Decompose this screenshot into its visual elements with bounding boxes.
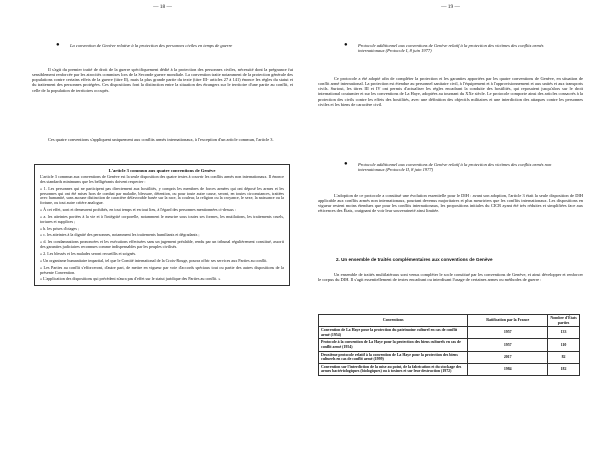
bullet-icon: ● <box>344 161 348 167</box>
table-cell-convention: Convention de La Haye pour la protection du patrimoine culturel en cas de conflit armé (1954) <box>319 327 468 339</box>
column-header-conventions: Conventions <box>319 315 468 327</box>
right-page <box>314 0 587 449</box>
article-3-paragraph: « 2. Les blessés et les malades seront recueillis et soignés. <box>40 250 137 256</box>
table-cell-convention: Deuxième protocole relatif à la convention de La Haye pour la protection des biens culturels en cas de conflit armé (1999) <box>319 351 468 363</box>
paragraph-protocol-1: Ce protocole a été adopté afin de compléter la protection et les garanties apportées par les quatre conventions de Genève, en situation de conflit armé international. La protection est étendue au personnel sanitaire civil, à l'équipement et à l'approvisionnement et aux unités et aux transports civils. Surtout, les titres III et IV ont permis d'actualiser les règles encadrant la conduite des hostilités, qui reposaient jusqu'alors sur le droit international coutumier et sur les conventions de La Haye, adoptées au tournant du XXe siècle. Le protocole comporte ainsi des articles consacrés à la protection des civils contre les effets des hostilités, avec une définition des objectifs militaires et une interdiction des attaques contre les personnes civiles et les biens de caractère civil. <box>318 76 583 107</box>
table-row <box>319 351 580 363</box>
article-3-paragraph: « d. les condamnations prononcées et les exécutions effectuées sans un jugement préalable, rendu par un tribunal régulièrement constitué, assorti des garanties judiciaires reconnues comme indispensables par les peuples civilisés. <box>40 239 284 250</box>
table-row <box>319 339 580 351</box>
table-cell-states: 182 <box>548 363 580 375</box>
article-3-paragraph: « 1. Les personnes qui ne participent pas directement aux hostilités, y compris les membres de forces armées qui ont déposé les armes et les personnes qui ont été mises hors de combat par maladie, blessure, détention, ou pour toute autre cause, seront, en toutes circonstances, traitées avec humanité, sans aucune distinction de caractère défavorable basée sur la race, la couleur, la religion ou la croyance, le sexe, la naissance ou la fortune, ou tout autre critère analogue. <box>40 185 284 206</box>
article-3-box <box>34 164 290 286</box>
section-heading: 2. Un ensemble de traités complémentaires aux conventions de Genève <box>336 257 493 262</box>
article-3-paragraph: « Les Parties au conflit s'efforceront, d'autre part, de mettre en vigueur par voie d'accords spéciaux tout ou partie des autres dispositions de la présente Convention. <box>40 264 284 275</box>
treaties-table <box>318 314 580 376</box>
article-3-paragraph: « Un organisme humanitaire impartial, tel que le Comité international de la Croix-Rouge, pourra offrir ses services aux Parties au conflit. <box>40 257 268 263</box>
table-cell-ratification: 1984 <box>468 363 548 375</box>
table-cell-states: 133 <box>548 327 580 339</box>
table-cell-states: 82 <box>548 351 580 363</box>
bullet-text: La convention de Genève relative à la protection des personnes civiles en temps de guerre <box>70 43 233 48</box>
article-3-intro: L'article 3 commun aux conventions de Genève est la seule disposition des quatre textes à couvrir les conflits armés non internationaux. Il énonce des standards minimums que les belligérants doivent respecter : <box>40 174 284 184</box>
bullet-icon: ● <box>344 42 348 48</box>
bullet-icon: ● <box>56 42 60 48</box>
page-number-right: — 19 — <box>441 4 460 10</box>
bullet-heading-civil-protection <box>56 43 281 48</box>
article-3-paragraph: « L'application des dispositions qui précèdent n'aura pas d'effet sur le statut juridique des Parties au conflit. » <box>40 276 221 282</box>
table-header-row <box>319 315 580 327</box>
paragraph-complementary-treaties: Un ensemble de traités multilatéraux sont venus compléter le socle constitué par les conventions de Genève, et ainsi développer et renforcer le corpus du DIH. Il s'agit essentiellement de textes encadrant ou interdisant l'usage de certaines armes ou méthodes de guerre : <box>318 272 583 283</box>
left-page <box>26 0 299 449</box>
bullet-heading-protocol-2 <box>344 162 569 173</box>
paragraph-protocol-2: L'adoption de ce protocole a constitué une évolution essentielle pour le DIH : avant son adoption, l'article 3 était la seule disposition de DIH applicable aux conflits armés non internationaux, pourtant devenus majoritaires et plus meurtriers que les conflits internationaux. Les dispositions en vigueur restent moins étendues que pour les conflits internationaux, les propositions initiales du CICR ayant été très réduites et simplifiées face aux réticences des États, craignant de voir leur souveraineté ainsi limitée. <box>318 193 583 214</box>
column-header-ratification: Ratification par la France <box>468 315 548 327</box>
table-row <box>319 363 580 375</box>
article-3-paragraph: « À cet effet, sont et demeurent prohibés, en tout temps et en tout lieu, à l'égard des personnes mentionnées ci-dessus : <box>40 207 236 213</box>
article-3-paragraph: « a. les atteintes portées à la vie et à l'intégrité corporelle, notamment le meurtre sous toutes ses formes, les mutilations, les traitements cruels, tortures et supplices ; <box>40 213 284 224</box>
paragraph-four-conventions: Ces quatre conventions s'appliquent uniquement aux conflits armés internationaux, à l'exception d'un article commun, l'article 3. <box>48 137 274 142</box>
table-cell-states: 110 <box>548 339 580 351</box>
article-3-title: L'article 3 commun aux quatre conventions de Genève <box>108 168 216 173</box>
bullet-heading-protocol-1 <box>344 43 569 54</box>
table-cell-ratification: 1957 <box>468 339 548 351</box>
bullet-text: Protocole additionnel aux conventions de Genève relatif à la protection des victimes des conflits armés non internationaux (Protocole II, 8 juin 1977) <box>358 162 552 173</box>
article-3-paragraph: « b. les prises d'otages ; <box>40 225 80 231</box>
article-3-paragraph: « c. les atteintes à la dignité des personnes, notamment les traitements humiliants et dégradants ; <box>40 232 200 238</box>
table-cell-ratification: 2017 <box>468 351 548 363</box>
bullet-text: Protocole additionnel aux conventions de Genève relatif à la protection des victimes des conflits armés internationaux (Protocole I, 8 juin 1977) <box>358 43 544 54</box>
table-row <box>319 327 580 339</box>
column-header-states-parties: Nombre d'États parties <box>548 315 580 327</box>
table-cell-convention: Protocole à la convention de La Haye pour la protection des biens culturels en cas de conflit armé (1954) <box>319 339 468 351</box>
table-cell-convention: Convention sur l'interdiction de la mise au point, de la fabrication et du stockage des armes bactériologiques (biologiques) ou à toxines et sur leur destruction (1972) <box>319 363 468 375</box>
page-number-left: — 18 — <box>153 4 172 10</box>
table-cell-ratification: 1957 <box>468 327 548 339</box>
paragraph-civil-convention: Il s'agit du premier traité de droit de la guerre spécifiquement dédié à la protection des personnes civiles, nécessité dont la prégnance fut sensiblement renforcée par les atrocités commises lors de la Seconde guerre mondiale. La convention traite notamment de la protection générale des populations contre certains effets de la guerre (titre II), mais la plus grande partie du texte (titre III- articles 27 à 141) énonce les règles du statut et du traitement des personnes protégées. Ces dispositions font la distinction entre la situation des étrangers sur le territoire d'une partie au conflit, et celle de la population de territoires occupés. <box>32 67 293 93</box>
